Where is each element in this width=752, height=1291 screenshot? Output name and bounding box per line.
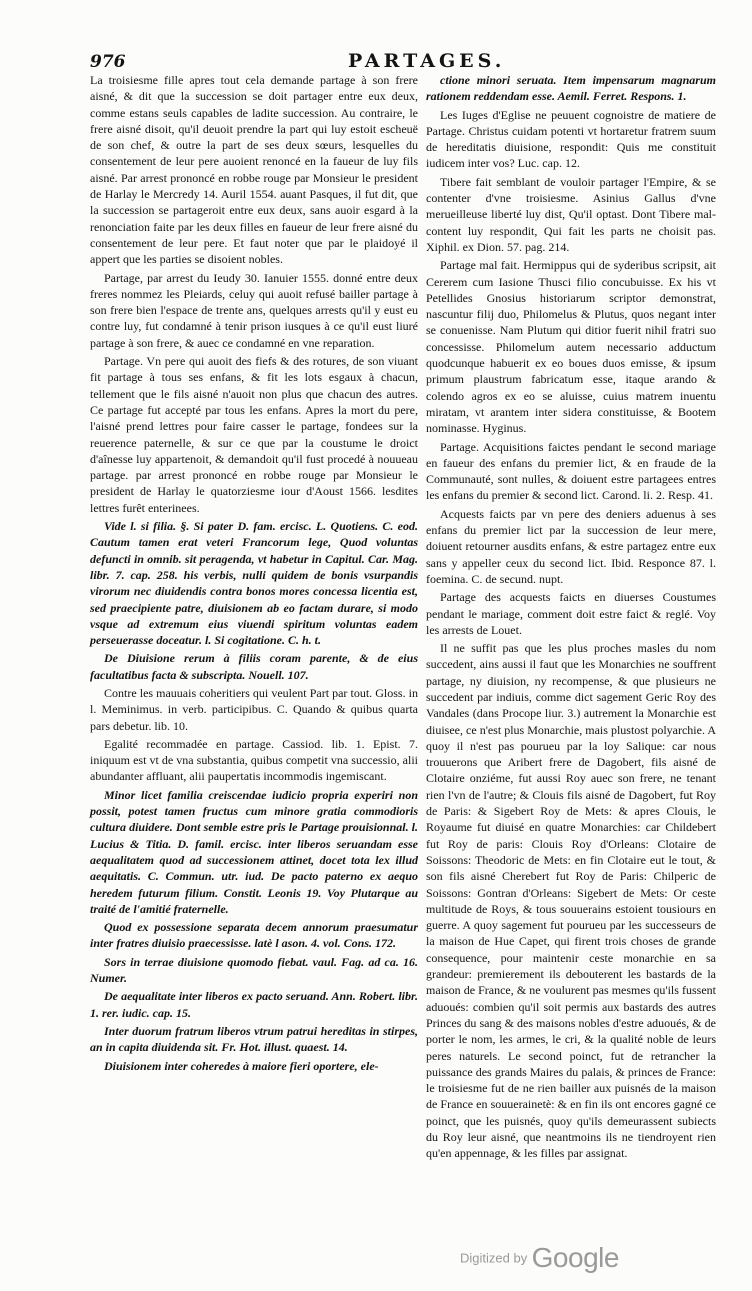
paragraph: Acquests faicts par vn pere des deniers aduenus à ses enfans du premier lict par la succession de leur mere, doiuent retourner ausdits enfans, & estre partagez entre eux sans y appeller ceux du second lict. Ibid. Responce 87. l. foemina. C. de secund. nupt. <box>426 506 716 586</box>
paragraph: Sors in terrae diuisione quomodo fiebat. vaul. Fag. ad ca. 16. Numer. <box>90 954 418 986</box>
paragraph: De Diuisione rerum à filiis coram parente, & de eius facultatibus facta & subscripta. Nouell. 107. <box>90 651 418 682</box>
left-column <box>90 72 418 1076</box>
paragraph: Vide l. si filia. §. Si pater D. fam. ercisc. L. Quotiens. C. eod. Cautum tamen erat veteri Francorum lege, Quod voluntas defuncti in omnib. sit peragenda, vt habetur in Capitul. Car. Mag. libr. 7. cap. 258. his verbis, nulli quidem de bonis vsurpandis virorum nec diuidendis contra bonos mores concessa licentia est, sed praecipiente patre, diuisionem ab eo factam durare, si modo vsque ad extremum eius viuendi spiritum voluntas eadem perseuerasse doceatur. l. Si cogitatione. C. h. t. <box>90 519 418 648</box>
google-logo: Google <box>531 1242 619 1273</box>
digitized-by-label: Digitized by <box>460 1250 528 1266</box>
digitized-footer <box>460 1242 619 1274</box>
right-column <box>426 72 716 1164</box>
paragraph: Tibere fait semblant de vouloir partager l'Empire, & se contenter d'vne troisiesme. Asinius Gallus d'vne merueilleuse liberté luy dist, Qu'il optast. Dont Tibere mal-content luy respondit, Qui fait les parts ne choisit pas. Xiphil. ex Dion. 57. pag. 214. <box>426 174 716 254</box>
paragraph: Partage mal fait. Hermippus qui de syderibus scripsit, ait Cererem cum Iasione Thusci filio concubuisse. Ex his vt Petellides Gnosius historiarum scriptor demonstrat, nascuntur filij duo, Philomelus & Plutus, quos negant inter se conuenisse. Nam Plutum qui ditior fuerit nihil fratri suo concessisse. Philomelum autem necessario adductum quodcunque habuerit ex eo boues duos emisse, & ipsum primum plaustrum fabricatum esse, itaque arando & colendo agros ex eo se aluisse, cuius matrem inuentu miratam, vt arantem inter sidera constituisse, & Bootem nominasse. Hyginus. <box>426 258 716 436</box>
paragraph: Contre les mauuais coheritiers qui veulent Part par tout. Gloss. in l. Meminimus. in verb. participibus. C. Quando & quibus quarta pars debetur. lib. 10. <box>90 685 418 733</box>
paragraph: ctione minori seruata. Item impensarum magnarum rationem reddendam esse. Aemil. Ferret. Respons. 1. <box>426 73 716 104</box>
paragraph: Quod ex possessione separata decem annorum praesumatur inter fratres diuisio praecessisse. latè l ason. 4. vol. Cons. 172. <box>90 920 418 951</box>
paragraph: Minor licet familia creiscendae iudicio propria experiri non possit, potest tamen fructus cum minore gratia commodioris cultura diuidere. Dont semble estre pris le Partage prouisionnal. l. Lucius & Titia. D. famil. ercisc. inter liberos seruandam esse aequalitatem quod ad successionem attinet, docet tota lex illud aequitatis. C. Commun. utr. iud. De pacto paterno ex aequo heredem futurum filium. Constit. Leonis 19. Voy Plutarque au traité de l'amitié fraternelle. <box>90 787 418 916</box>
paragraph: Diuisionem inter coheredes à maiore fieri oportere, ele- <box>104 1058 379 1073</box>
paragraph: Partage. Vn pere qui auoit des fiefs & des rotures, de son viuant fit partage à tous ses enfans, & fit les lots esgaux à chacun, tellement que le fils aisné n'auoit non plus que chacun des autres. Ce partage fut accepté par tous les enfans. Apres la mort du pere, l'aisné prend lettres pour faire casser le partage, fondees sur la reuerence paternelle, & sur ce que par la coustume le droict d'aînesse luy appartenoit, & demandoit qu'il fust procedé à nouueau partage. par arrest prononcé en robbe rouge par Monsieur le president de Harlay le quatorziesme iour d'Aoust 1566. lesdites lettres furêt enterinees. <box>90 354 418 515</box>
paragraph: Egalité recommadée en partage. Cassiod. lib. 1. Epist. 7. iniquum est vt de vna substantia, quibus competit vna successio, alii abundanter affluant, alii paupertatis incommodis ingemiscant. <box>90 736 418 784</box>
paragraph: Partage. Acquisitions faictes pendant le second mariage en faueur des enfans du premier lict, & en fraude de la Communauté, sont nulles, & doiuent estre partagees entres les enfans du premier & second lict. Carond. li. 2. Resp. 41. <box>426 439 716 503</box>
paragraph: Partage, par arrest du Ieudy 30. Ianuier 1555. donné entre deux freres nommez les Pleiards, celuy qui auoit refusé bailler partage à son frere bien l'espace de trente ans, quelques arrests qu'il y eust eu contre luy, fut condamné à tenir prison iusques à ce qu'il eust liuré partage à son frere, & auec ce condamné en vne reparation. <box>90 270 418 350</box>
paragraph: Partage des acquests faicts en diuerses Coustumes pendant le mariage, comment doit estre faict & reglé. Voy les arrests de Louet. <box>426 590 716 637</box>
paragraph: Inter duorum fratrum liberos vtrum patrui hereditas in stirpes, an in capita diuidenda sit. Fr. Hot. illust. quaest. 14. <box>90 1023 418 1055</box>
running-head: PARTAGES. <box>348 50 506 72</box>
paragraph: La troisiesme fille apres tout cela demande partage à son frere aisné, & dit que la succession se doit partager entre eux deux, comme estans seuls capables de ladite succession. Au contraire, le frere aisné disoit, qu'il deuoit prendre la part qui luy estoit escheuë de son chef, & outre la part de ses deux sœurs, lesquelles du consentement de leur pere auoient renoncé en la faueur de luy fils aisné. Par arrest prononcé en robbe rouge par Monsieur le president de Harlay le Mercredy 14. Auril 1554. auant Pasques, il fut dit, que la succession se partageroit entre eux deux, sans auoir esgard à la renonciation faite par les deux filles en faueur de leur frere aisné du consentement de leur pere. Et faut noter que par le plaidoyé il appert que les parties se disoient nobles. <box>90 73 418 267</box>
paragraph: Il ne suffit pas que les plus proches masles du nom succedent, ains aussi il faut que les Monarchies ne souffrent partage, ny diuision, ny recompense, & que plusieurs ne succedent par indiuis, comme dict sagement Geric Roy des Vandales (dans Procope liur. 3.) autrement la Monarchie est diuisee, ce n'est plus Monarchie, mais plustost polyarchie. A quoy il n'est pas pourueu par la loy Salique: car nous trouuerons que Aribert frere de Dagobert, fils aisné de Clotaire onziéme, fut aussi Roy auec son frere, ne tenant rien l'vn de l'autre; & Clouis fils aisné de Dagobert, fut Roy de Paris: & Sigebert Roy de Mets: & apres Clouis, le Royaume fut diuisé en quatre Monarchies: car Childebert fut Roy de paris: Clouis Roy d'Orleans: Clotaire de Soissons: Theodoric de Mets: en fin Clotaire eut le tout, & son fils aisné Cherebert fut Roy de Paris: Chilperic de Soissons: Gontran d'Orleans: Sigebert de Mets: Or ceste multitude de Roys, & tous souuerains estoient tousiours en guerre. A quoy sagement fut pourueu par les successeurs de la maison de Hue Capet, qui firent trois choses de grande consequence, pour maintenir ceste monarchie en sa grandeur: premierement ils debouterent les bastards de la maison de France, & ne voulurent pas mesmes qu'ils fussent aduoués: combien qu'il soit permis aux bastards des autres Princes du sang & des maisons nobles d'estre aduoués, & de porter le nom, les armes, le cri, & la qualité noble de leurs peres naturels. Le second poinct, fut de retrancher la puissance des grands Maires du palais, & princes de France: le troisiesme fut de ne rien bailler aux puisnés de la maison de France en souuerainetè: & en fin ils ont encores gagné ce poinct, que les puisnés, quoy qu'ils demeurassent subiects du Roy leur aisné, que neantmoins ils ne tiendroyent rien qu'en appennage, & les filles par assignat. <box>426 641 716 1161</box>
paragraph: De aequalitate inter liberos ex pacto seruand. Ann. Robert. libr. 1. rer. iudic. cap. 15. <box>90 989 418 1020</box>
paragraph: Les Iuges d'Eglise ne peuuent cognoistre de matiere de Partage. Christus cuidam potenti vt hortaretur fratrem suum de hereditatis diuisione, respondit: Quis me constituit iudicem inter vos? Luc. cap. 12. <box>426 107 716 171</box>
page-number: 976 <box>90 52 126 72</box>
